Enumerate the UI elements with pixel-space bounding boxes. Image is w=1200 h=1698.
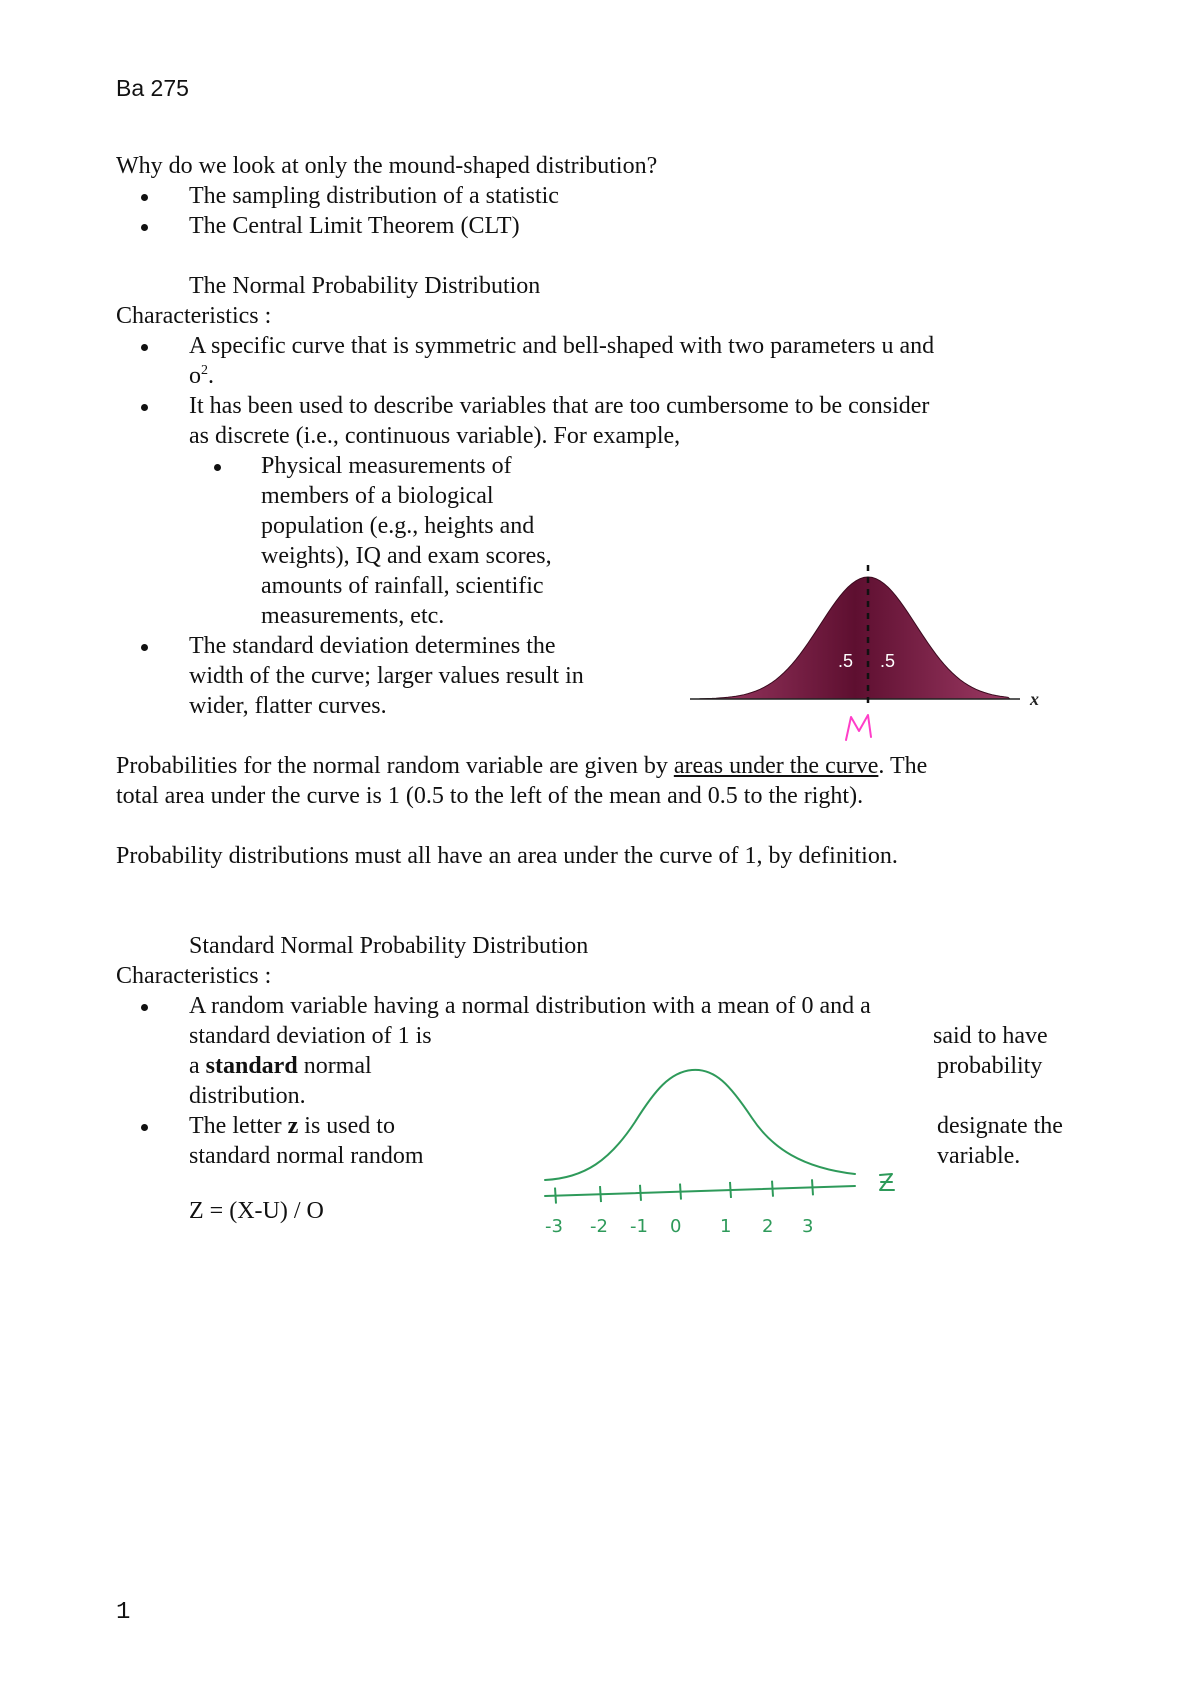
areas-under-curve-link: areas under the curve (673, 753, 879, 779)
sketch-tick (772, 1181, 773, 1197)
standard-normal-sketch-full (540, 1060, 940, 1260)
probabilities-line-2: total area under the curve is 1 (0.5 to the left of the mean and 0.5 to the right). (116, 783, 864, 809)
sketch-tick (600, 1186, 601, 1202)
sketch-z-label (880, 1174, 894, 1190)
standard-characteristics-label: Characteristics : (116, 963, 272, 989)
sketch-tick (640, 1185, 641, 1201)
handwritten-mean-label (846, 715, 871, 740)
normal-bullet-3-line-3: wider, flatter curves. (189, 693, 387, 719)
standard-bullet-1-line-2-right: said to have (933, 1023, 1048, 1049)
bullet-dot (141, 1124, 148, 1131)
standard-heading: Standard Normal Probability Distribution (189, 933, 589, 959)
standard-bullet-1-line-4: distribution. (189, 1083, 306, 1109)
normal-bullet-3-line-1: The standard deviation determines the (189, 633, 556, 659)
standard-bullet-2-line-1-right: designate the (937, 1113, 1063, 1139)
standard-bullet-2-line-2-left: standard normal random (189, 1143, 424, 1169)
sketch-tick-label: 3 (802, 1216, 814, 1237)
bullet-dot (141, 194, 148, 201)
bullet-dot (141, 344, 148, 351)
sketch-tick (730, 1182, 731, 1198)
standard-bullet-1-line-2-left: standard deviation of 1 is (189, 1023, 432, 1049)
bullet-dot (141, 224, 148, 231)
bullet-dot (141, 644, 148, 651)
probabilities-definition: Probability distributions must all have an area under the curve of 1, by definition. (116, 843, 898, 869)
sketch-tick-label: -1 (630, 1216, 648, 1237)
standard-bullet-1-line-3-right: probability (937, 1053, 1043, 1079)
sketch-tick-label: 2 (762, 1216, 774, 1237)
sub-bullet-line-4: weights), IQ and exam scores, (261, 543, 552, 569)
sketch-axis (545, 1186, 855, 1196)
course-header: Ba 275 (116, 75, 189, 101)
intro-bullet-1: The sampling distribution of a statistic (189, 183, 559, 209)
sketch-tick-label: -2 (590, 1216, 608, 1237)
bullet-dot (214, 464, 221, 471)
sketch-ticks (545, 1179, 813, 1237)
left-area-label: .5 (838, 651, 854, 671)
page-number: 1 (116, 1599, 131, 1626)
intro-bullet-2: The Central Limit Theorem (CLT) (189, 213, 520, 239)
sub-bullet-line-1: Physical measurements of (261, 453, 512, 479)
sub-bullet-line-2: members of a biological (261, 483, 494, 509)
sub-bullet-line-5: amounts of rainfall, scientific (261, 573, 544, 599)
bullet-dot (141, 1004, 148, 1011)
right-area-label: .5 (880, 651, 896, 671)
standard-bullet-1-line-1: A random variable having a normal distribution with a mean of 0 and a (189, 993, 871, 1019)
sketch-tick-label: 0 (670, 1216, 682, 1237)
probabilities-line-1: Probabilities for the normal random variable are given by areas under the curve. The (116, 753, 928, 779)
z-formula: Z = (X-U) / O (189, 1198, 324, 1224)
bullet-dot (141, 404, 148, 411)
normal-heading: The Normal Probability Distribution (189, 273, 541, 299)
normal-bullet-1-line-1: A specific curve that is symmetric and bell-shaped with two parameters u and (189, 333, 935, 359)
sub-bullet-line-6: measurements, etc. (261, 603, 445, 629)
sketch-tick-label: -3 (545, 1216, 563, 1237)
standard-bullet-1-line-3-left: a standard normal (189, 1053, 372, 1079)
normal-characteristics-label: Characteristics : (116, 303, 272, 329)
x-axis-label: x (1030, 689, 1039, 709)
normal-bullet-2-line-2: as discrete (i.e., continuous variable). For example, (189, 423, 681, 449)
sketch-tick (555, 1188, 556, 1204)
normal-bullet-1-line-2: $o^2$. (189, 363, 214, 389)
normal-bullet-2-line-1: It has been used to describe variables that are too cumbersome to be consider (189, 393, 930, 419)
sketch-bell-curve (545, 1070, 855, 1180)
bell-area (700, 577, 1010, 699)
standard-bullet-2-line-1-left: The letter z is used to (189, 1113, 395, 1139)
standard-bullet-2-line-2-right: variable. (937, 1143, 1021, 1169)
sketch-tick (680, 1184, 681, 1200)
sub-bullet-line-3: population (e.g., heights and (261, 513, 535, 539)
sketch-tick (812, 1179, 813, 1195)
intro-question: Why do we look at only the mound-shaped distribution? (116, 153, 658, 179)
normal-bullet-3-line-2: width of the curve; larger values result in (189, 663, 584, 689)
sketch-tick-label: 1 (720, 1216, 732, 1237)
normal-curve-figure (690, 555, 1060, 755)
